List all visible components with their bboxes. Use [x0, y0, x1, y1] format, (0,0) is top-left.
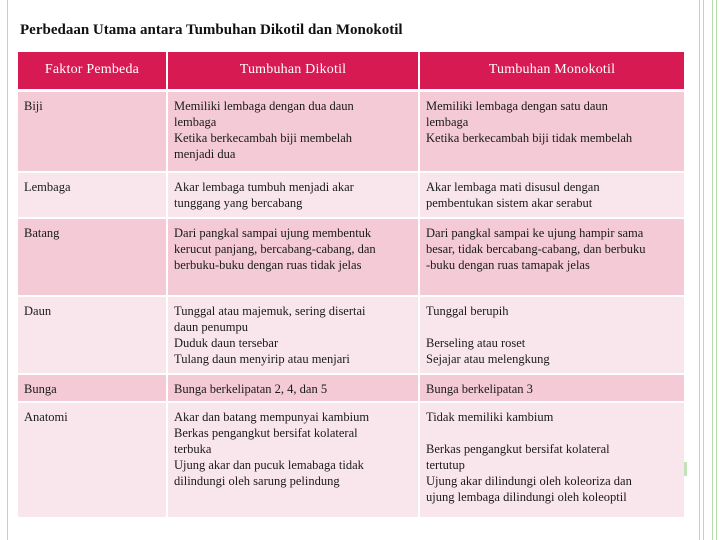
- factor-label: Batang: [24, 226, 60, 240]
- cell-text-line: pembentukan sistem akar serabut: [426, 196, 593, 210]
- cell-text-line: Ketika berkecambah biji tidak membelah: [426, 130, 633, 145]
- cell-text-line: Akar lembaga tumbuh menjadi akar: [174, 180, 354, 194]
- cell-text-line: besar, tidak bercabang-cabang, dan berbuku: [426, 242, 646, 256]
- cell-text-line: Dari pangkal sampai ujung membentuk: [174, 226, 372, 240]
- frame-line-right: [716, 0, 717, 540]
- cell-text-line: Duduk daun tersebar: [174, 336, 279, 350]
- cell-dikotil: [167, 402, 419, 518]
- factor-label: Bunga: [24, 382, 57, 396]
- frame-line-right: [703, 0, 704, 540]
- cell-text-line: Akar dan batang mempunyai kambium: [174, 410, 370, 424]
- line-spacer: [426, 425, 678, 441]
- cell-text-line: Tunggal berupih: [426, 304, 509, 318]
- table-body: [18, 90, 684, 518]
- cell-factor: [18, 90, 167, 172]
- cell-monokotil: [419, 90, 684, 172]
- table-row: [18, 374, 684, 402]
- cell-text-line: -buku dengan ruas tamapak jelas: [426, 258, 590, 272]
- cell-dikotil: [167, 374, 419, 402]
- cell-dikotil: [167, 296, 419, 374]
- table-row: [18, 172, 684, 218]
- table-row: [18, 402, 684, 518]
- cell-text-line: Memiliki lembaga dengan satu daun: [426, 98, 608, 113]
- cell-text-line: Ujung akar dan pucuk lemabaga tidak: [174, 458, 364, 472]
- cell-factor: [18, 374, 167, 402]
- line-spacer: [426, 319, 678, 335]
- cell-text-line: Berkas pengangkut bersifat kolateral: [174, 426, 358, 440]
- factor-label: Lembaga: [24, 180, 71, 194]
- cell-text-line: Ujung akar dilindungi oleh koleoriza dan: [426, 474, 632, 488]
- cell-monokotil: [419, 172, 684, 218]
- cell-dikotil: [167, 90, 419, 172]
- factor-label: Daun: [24, 304, 52, 318]
- table-row: [18, 218, 684, 296]
- cell-text-line: terbuka: [174, 442, 212, 456]
- cell-text-line: Tidak memiliki kambium: [426, 410, 554, 424]
- cell-text-line: dilindungi oleh sarung pelindung: [174, 474, 340, 488]
- cell-text-line: Tunggal atau majemuk, sering disertai: [174, 304, 366, 318]
- header-monokotil: Tumbuhan Monokotil: [419, 52, 684, 90]
- cell-text-line: kerucut panjang, bercabang-cabang, dan: [174, 242, 376, 256]
- cell-factor: [18, 402, 167, 518]
- page-title: Perbedaan Utama antara Tumbuhan Dikotil dan Monokotil: [20, 22, 403, 38]
- cell-text-line: ujung lembaga dilindungi oleh koleoptil: [426, 490, 627, 504]
- cell-factor: [18, 172, 167, 218]
- comparison-table: [18, 52, 684, 519]
- table-row: [18, 90, 684, 172]
- cell-monokotil: [419, 218, 684, 296]
- cell-text-line: daun penumpu: [174, 320, 248, 334]
- cell-text-line: Berseling atau roset: [426, 336, 526, 350]
- cell-text-line: tunggang yang bercabang: [174, 196, 303, 210]
- cell-text-line: Memiliki lembaga dengan dua daun: [174, 98, 354, 113]
- cell-text-line: Akar lembaga mati disusul dengan: [426, 180, 600, 194]
- cell-text-line: tertutup: [426, 458, 465, 472]
- cell-text-line: Tulang daun menyirip atau menjari: [174, 352, 350, 366]
- cell-factor: [18, 218, 167, 296]
- cell-text-line: menjadi dua: [174, 146, 236, 161]
- header-factor: Faktor Pembeda: [18, 52, 167, 90]
- frame-line-left: [7, 0, 8, 540]
- factor-label: Biji: [24, 98, 43, 113]
- factor-label: Anatomi: [24, 410, 68, 424]
- table-header-row: [18, 52, 684, 90]
- cell-text-line: Berkas pengangkut bersifat kolateral: [426, 442, 610, 456]
- cell-text-line: Bunga berkelipatan 2, 4, dan 5: [174, 382, 328, 396]
- cell-text-line: Ketika berkecambah biji membelah: [174, 130, 353, 145]
- cell-text-line: berbuku-buku dengan ruas tidak jelas: [174, 258, 362, 272]
- cell-monokotil: [419, 374, 684, 402]
- cell-text-line: lembaga: [174, 114, 217, 129]
- cell-dikotil: [167, 172, 419, 218]
- cell-text-line: Bunga berkelipatan 3: [426, 382, 533, 396]
- cell-factor: [18, 296, 167, 374]
- cell-monokotil: [419, 402, 684, 518]
- table-row: [18, 296, 684, 374]
- cell-monokotil: [419, 296, 684, 374]
- frame-line-right: [712, 0, 713, 540]
- cell-dikotil: [167, 218, 419, 296]
- cell-text-line: Sejajar atau melengkung: [426, 352, 550, 366]
- frame-line-right: [699, 0, 700, 540]
- cell-text-line: Dari pangkal sampai ke ujung hampir sama: [426, 226, 644, 240]
- header-dikotil: Tumbuhan Dikotil: [167, 52, 419, 90]
- cell-text-line: lembaga: [426, 114, 469, 129]
